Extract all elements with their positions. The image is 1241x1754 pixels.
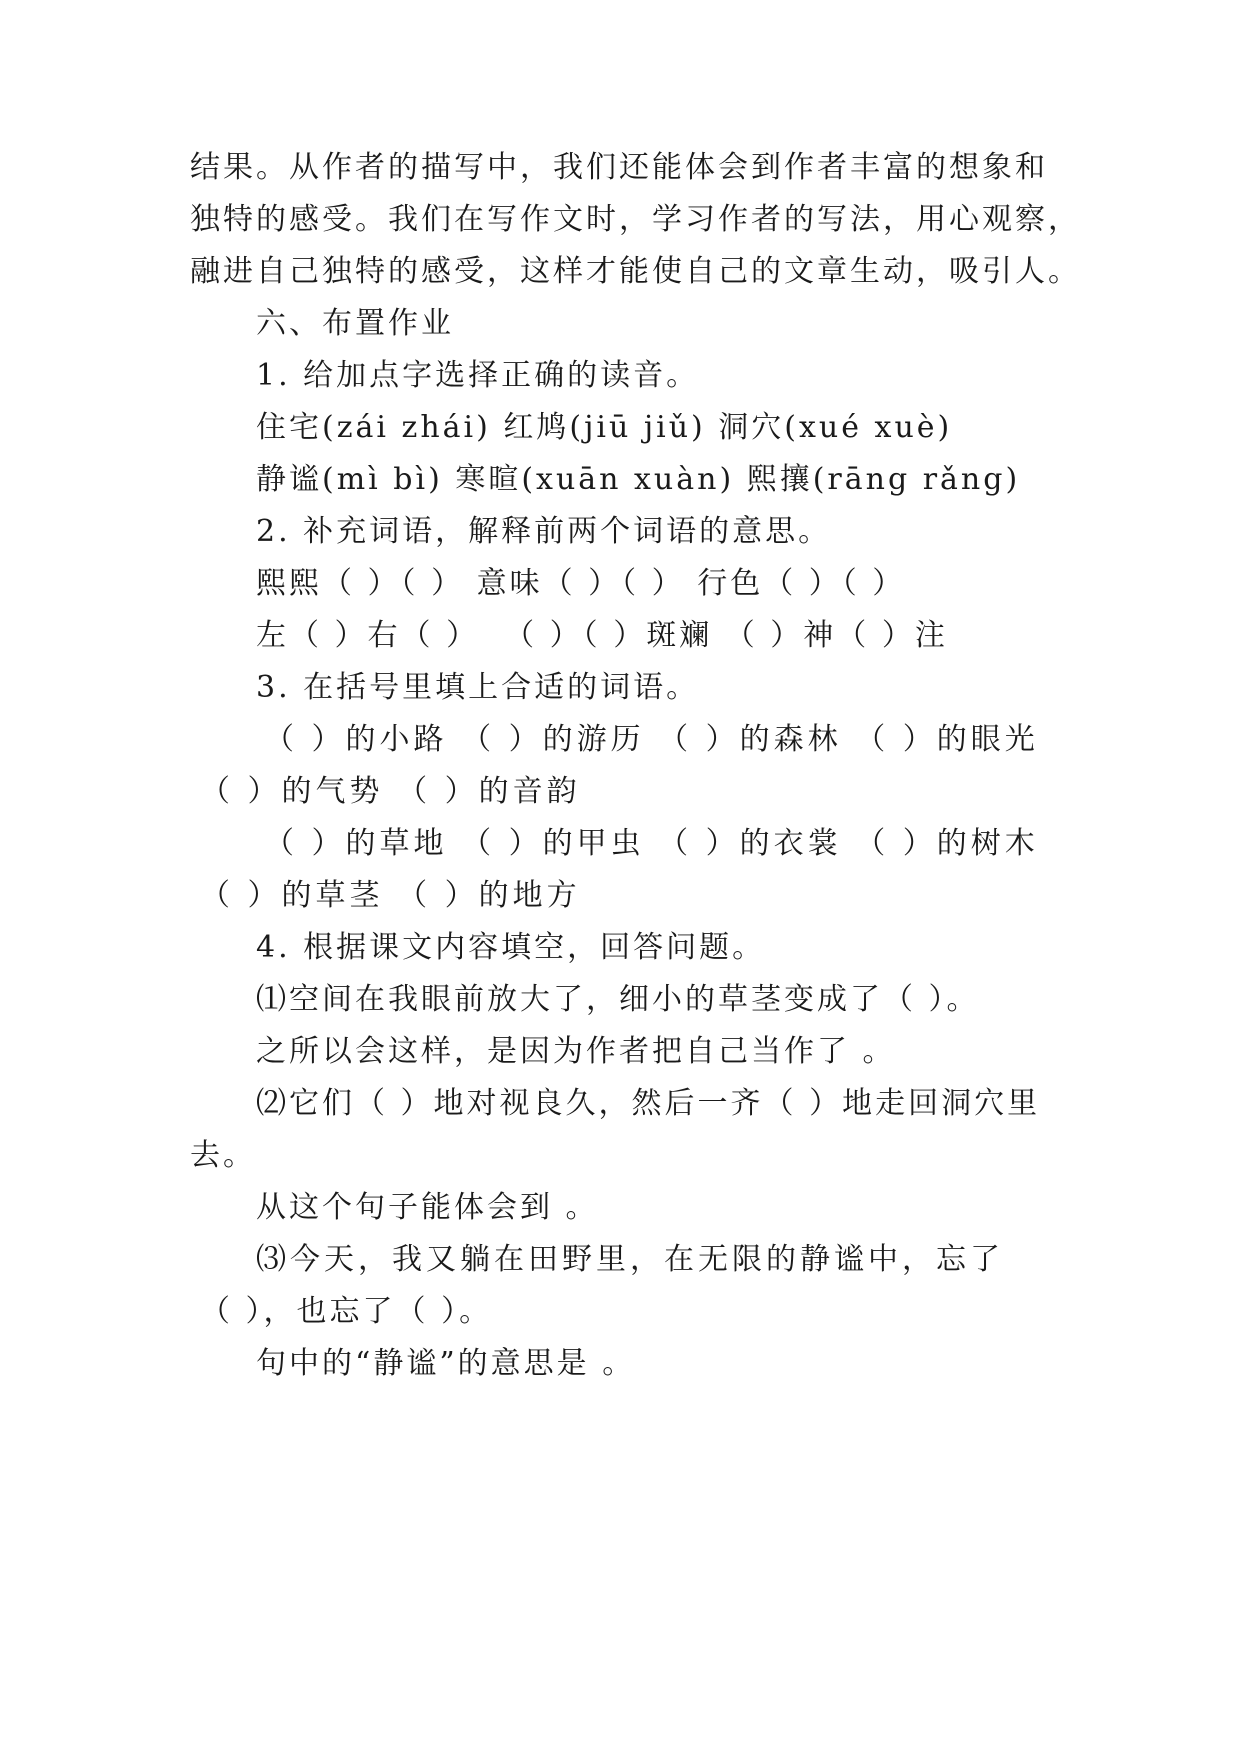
question-4-part-3-prompt: 句中的“静谧”的意思是 。 xyxy=(256,1346,636,1381)
question-2-row-1: 熙熙（ ）（ ） 意味（ ）（ ） 行色（ ）（ ） xyxy=(256,566,906,601)
question-4-part-1-sentence: ⑴空间在我眼前放大了，细小的草茎变成了（ ）。 xyxy=(256,982,980,1017)
question-3-row-4: （ ）的草茎 （ ）的地方 xyxy=(200,878,581,913)
question-1-row-1: 住宅(zái zhái) 红鸠(jiū jiǔ) 洞穴(xué xuè) xyxy=(256,410,953,445)
question-4-part-3-continuation: （ ），也忘了（ ）。 xyxy=(200,1294,493,1329)
paragraph-line-1: 结果。从作者的描写中，我们还能体会到作者丰富的想象和 xyxy=(190,150,1048,185)
question-1-row-2: 静谧(mì bì) 寒暄(xuān xuàn) 熙攘(rāng rǎng) xyxy=(256,462,1021,497)
question-2-title: 2. 补充词语，解释前两个词语的意思。 xyxy=(256,514,832,549)
section-title: 六、布置作业 xyxy=(256,306,454,341)
question-3-row-2: （ ）的气势 （ ）的音韵 xyxy=(200,774,581,809)
question-4-title: 4. 根据课文内容填空，回答问题。 xyxy=(256,930,766,965)
question-4-part-2-sentence: ⑵它们（ ）地对视良久，然后一齐（ ）地走回洞穴里 xyxy=(256,1086,1041,1121)
paragraph-line-3: 融进自己独特的感受，这样才能使自己的文章生动，吸引人。 xyxy=(190,254,1081,289)
question-1-title: 1. 给加点字选择正确的读音。 xyxy=(256,358,700,393)
question-4-part-2-prompt: 从这个句子能体会到 。 xyxy=(256,1190,599,1225)
question-3-title: 3. 在括号里填上合适的词语。 xyxy=(256,670,700,705)
question-2-row-2: 左（ ）右（ ） （ ）（ ）斑斓 （ ）神（ ）注 xyxy=(256,618,948,653)
paragraph-line-2: 独特的感受。我们在写作文时，学习作者的写法，用心观察， xyxy=(190,202,1081,237)
question-4-part-1-prompt: 之所以会这样，是因为作者把自己当作了 。 xyxy=(256,1034,896,1069)
question-3-row-1: （ ）的小路 （ ）的游历 （ ）的森林 （ ）的眼光 xyxy=(264,722,1039,757)
question-4-part-2-continuation: 去。 xyxy=(190,1138,256,1173)
question-3-row-3: （ ）的草地 （ ）的甲虫 （ ）的衣裳 （ ）的树木 xyxy=(264,826,1039,861)
question-4-part-3-sentence: ⑶今天，我又躺在田野里，在无限的静谧中，忘了 xyxy=(256,1242,1004,1277)
